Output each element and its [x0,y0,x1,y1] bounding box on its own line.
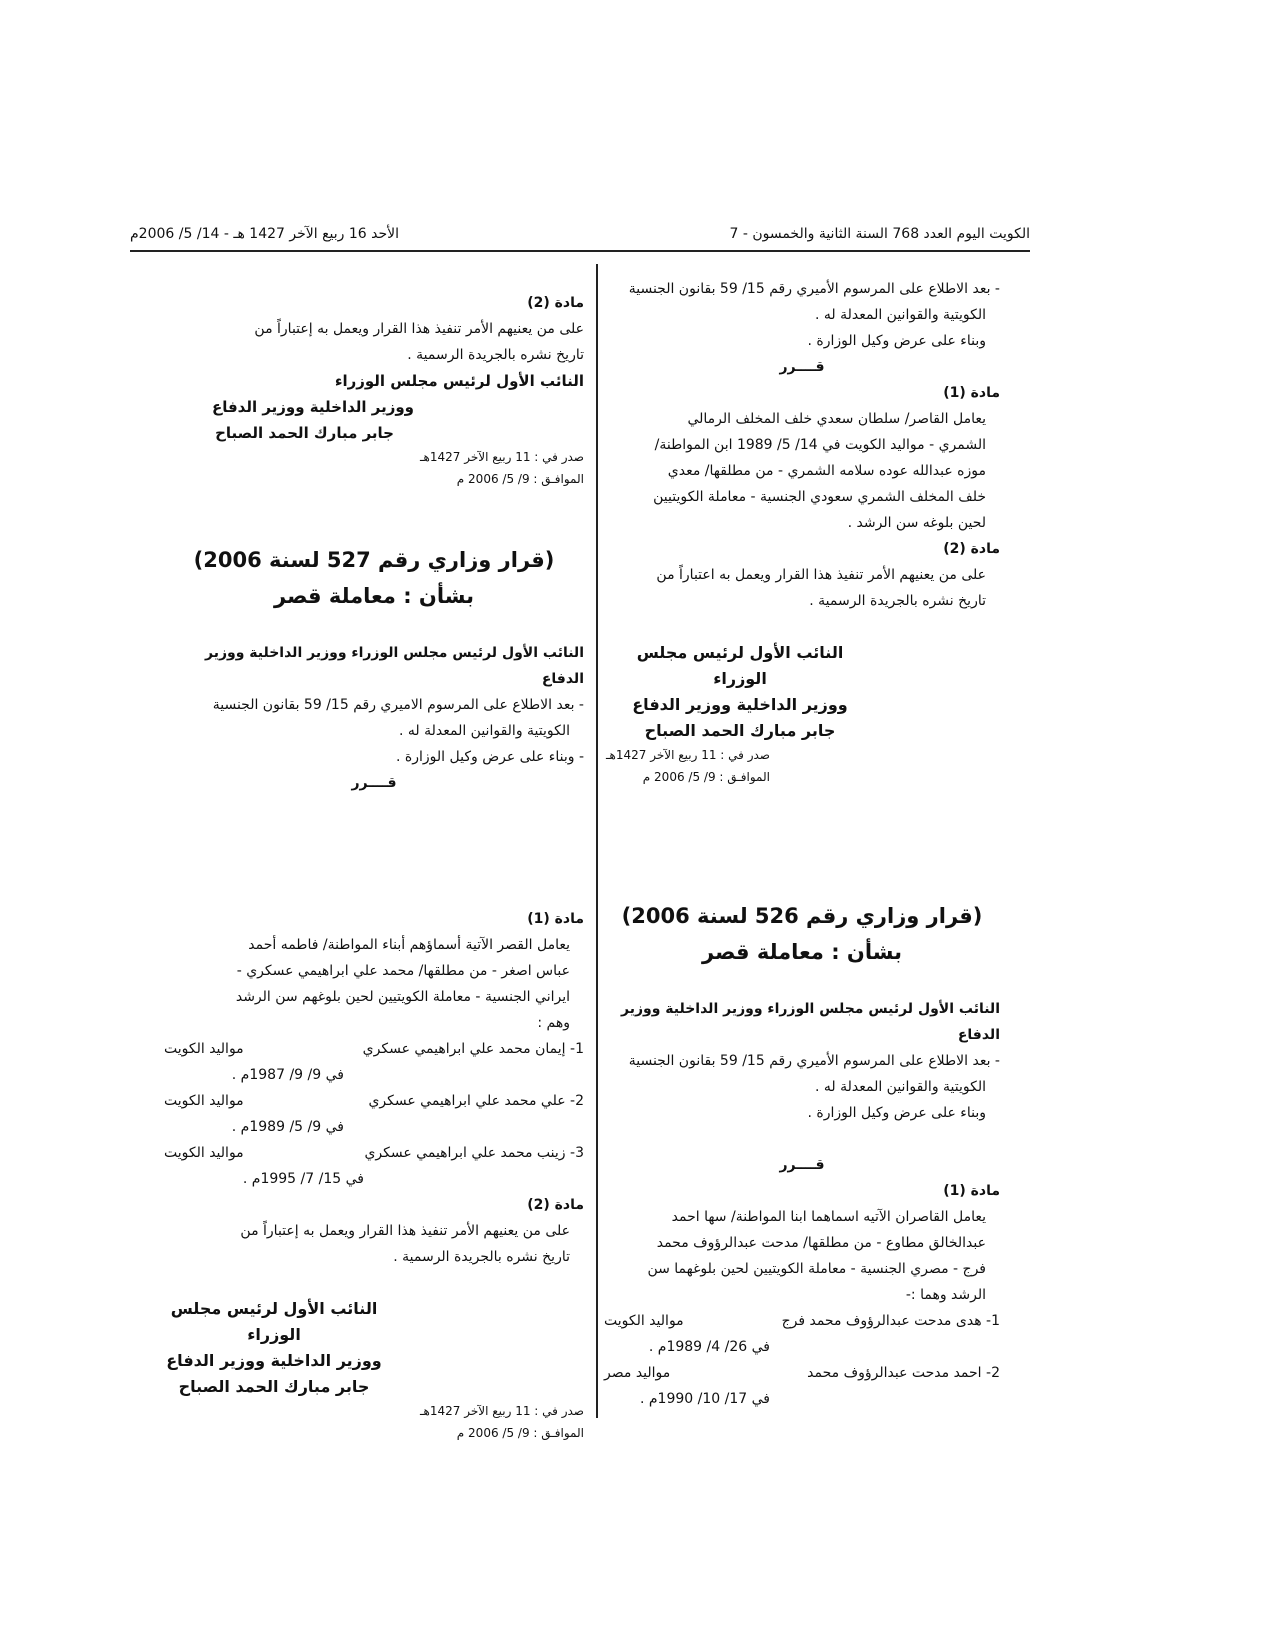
person-birthplace: مواليد الكويت [164,1093,244,1109]
article-line: الرشد وهما :- [905,1287,986,1303]
person-entry [164,1140,584,1166]
intro-line: وبناء على عرض وكيل الوزارة . [807,333,986,349]
person-birthplace: مواليد الكويت [164,1145,244,1161]
intro-line: - بعد الاطلاع على المرسوم الاميري رقم 15/ 59 بقانون الجنسية [212,697,584,713]
intro-line: وبناء على عرض وكيل الوزارة . [807,1105,986,1121]
article-line: على من يعنيهم الأمر تنفيذ هذا القرار ويعمل به اعتباراً من [656,567,986,583]
person-dob: في 9/ 9/ 1987م . [231,1067,344,1083]
person-dob: في 26/ 4/ 1989م . [648,1339,770,1355]
qarar-heading: قــــرر [351,775,397,791]
person-entry [604,1308,1000,1334]
signature-block [144,1296,404,1400]
person-name: 3- زينب محمد علي ابراهيمي عسكري [364,1145,584,1161]
article-line: تاريخ نشره بالجريدة الرسمية . [407,347,584,363]
qarar-heading: قــــرر [779,359,825,375]
article-line: على من يعنيهم الأمر تنفيذ هذا القرار ويعمل به إعتباراً من [240,1223,570,1239]
person-name: 2- احمد مدحت عبدالرؤوف محمد [807,1365,1000,1381]
person-birthplace: مواليد الكويت [604,1313,684,1329]
article-title: مادة (2) [527,295,584,311]
signature-line: النائب الأول لرئيس مجلس الوزراء [334,372,584,390]
decision-title: (قرار وزاري رقم 527 لسنة 2006) [193,548,555,572]
issued-date: صدر في : 11 ربيع الآخر 1427هـ [606,748,770,762]
person-birthplace: مواليد الكويت [164,1041,244,1057]
article-line: ايراني الجنسية - معاملة الكويتيين لحين بلوغهم سن الرشد [235,989,570,1005]
signature-line: ووزير الداخلية ووزير الدفاع [632,695,848,714]
article-line: يعامل القاصران الآتيه اسماهما ابنا المواطنة/ سها احمد [671,1209,986,1225]
page-header [130,226,1030,252]
issued-date: صدر في : 11 ربيع الآخر 1427هـ [420,1404,584,1418]
person-dob: في 17/ 10/ 1990م . [639,1391,770,1407]
article-line: خلف المخلف الشمري سعودي الجنسية - معاملة الكويتيين [653,489,986,505]
signature-line: جابر مبارك الحمد الصباح [178,1377,370,1396]
corresponding-date: الموافـق : 9/ 5/ 2006 م [456,1426,584,1440]
article-title: مادة (1) [527,911,584,927]
signature-line: ووزير الداخلية ووزير الدفاع [211,398,414,416]
article-line: لحين بلوغه سن الرشد . [847,515,986,531]
article-line: يعامل القاصر/ سلطان سعدي خلف المخلف الرمالي [687,411,986,427]
article-line: عبدالخالق مطاوع - من مطلقها/ مدحت عبدالرؤوف محمد [656,1235,986,1251]
person-name: 1- هدى مدحت عبدالرؤوف محمد فرج [781,1313,1000,1329]
right-column [604,276,1000,1412]
article-line: وهم : [537,1015,570,1031]
signature-block [610,640,870,744]
minister-line: النائب الأول لرئيس مجلس الوزراء ووزير الداخلية ووزير الدفاع [620,1001,1000,1043]
intro-line: الكويتية والقوانين المعدلة له . [398,723,570,739]
column-divider [596,264,598,1418]
issued-date: صدر في : 11 ربيع الآخر 1427هـ [420,450,584,464]
signature-line: ووزير الداخلية ووزير الدفاع [166,1351,382,1370]
signature-line: النائب الأول لرئيس مجلس الوزراء [636,643,844,688]
article-line: على من يعنيهم الأمر تنفيذ هذا القرار ويعمل به إعتباراً من [254,321,584,337]
intro-line: - وبناء على عرض وكيل الوزارة . [396,749,584,765]
person-dob: في 15/ 7/ 1995م . [242,1171,364,1187]
header-date: الأحد 16 ربيع الآخر 1427 هـ - 14/ 5/ 2006م [130,226,400,242]
corresponding-date: الموافـق : 9/ 5/ 2006 م [642,770,770,784]
article-title: مادة (2) [527,1197,584,1213]
article-line: موزه عبدالله عوده سلامه الشمري - من مطلقها/ معدي [667,463,986,479]
person-dob: في 9/ 5/ 1989م . [231,1119,344,1135]
signature-line: جابر مبارك الحمد الصباح [644,721,836,740]
header-issue-info: الكويت اليوم العدد 768 السنة الثانية والخمسون - 7 [729,226,1030,242]
person-birthplace: مواليد مصر [604,1365,671,1381]
decision-title: (قرار وزاري رقم 526 لسنة 2006) [621,904,983,928]
left-column [164,290,584,1444]
intro-line: الكويتية والقوانين المعدلة له . [814,1079,986,1095]
article-title: مادة (1) [943,385,1000,401]
decision-subject: بشأن : معاملة قصر [274,584,474,608]
article-line: الشمري - مواليد الكويت في 14/ 5/ 1989 ابن المواطنة/ [654,437,986,453]
person-entry [164,1036,584,1062]
person-name: 1- إيمان محمد علي ابراهيمي عسكري [362,1041,584,1057]
person-name: 2- علي محمد علي ابراهيمي عسكري [368,1093,584,1109]
intro-line: الكويتية والقوانين المعدلة له . [814,307,986,323]
article-title: مادة (1) [943,1183,1000,1199]
corresponding-date: الموافـق : 9/ 5/ 2006 م [456,472,584,486]
qarar-heading: قــــرر [779,1157,825,1173]
person-entry [164,1088,584,1114]
intro-line: - بعد الاطلاع على المرسوم الأميري رقم 15/ 59 بقانون الجنسية [628,1053,1000,1069]
article-line: عباس اصغر - من مطلقها/ محمد علي ابراهيمي عسكري - [236,963,570,979]
decision-subject: بشأن : معاملة قصر [702,940,902,964]
signature-line: النائب الأول لرئيس مجلس الوزراء [170,1299,378,1344]
minister-line: النائب الأول لرئيس مجلس الوزراء ووزير الداخلية ووزير الدفاع [204,645,584,687]
person-entry [604,1360,1000,1386]
signature-line: جابر مبارك الحمد الصباح [215,424,394,442]
article-line: تاريخ نشره بالجريدة الرسمية . [393,1249,570,1265]
article-line: يعامل القصر الآتية أسماؤهم أبناء المواطنة/ فاطمه أحمد [248,937,570,953]
article-title: مادة (2) [943,541,1000,557]
article-line: تاريخ نشره بالجريدة الرسمية . [809,593,986,609]
article-line: فرج - مصري الجنسية - معاملة الكويتيين لحين بلوغهما سن [647,1261,986,1277]
intro-line: - بعد الاطلاع على المرسوم الأميري رقم 15/ 59 بقانون الجنسية [628,281,1000,297]
